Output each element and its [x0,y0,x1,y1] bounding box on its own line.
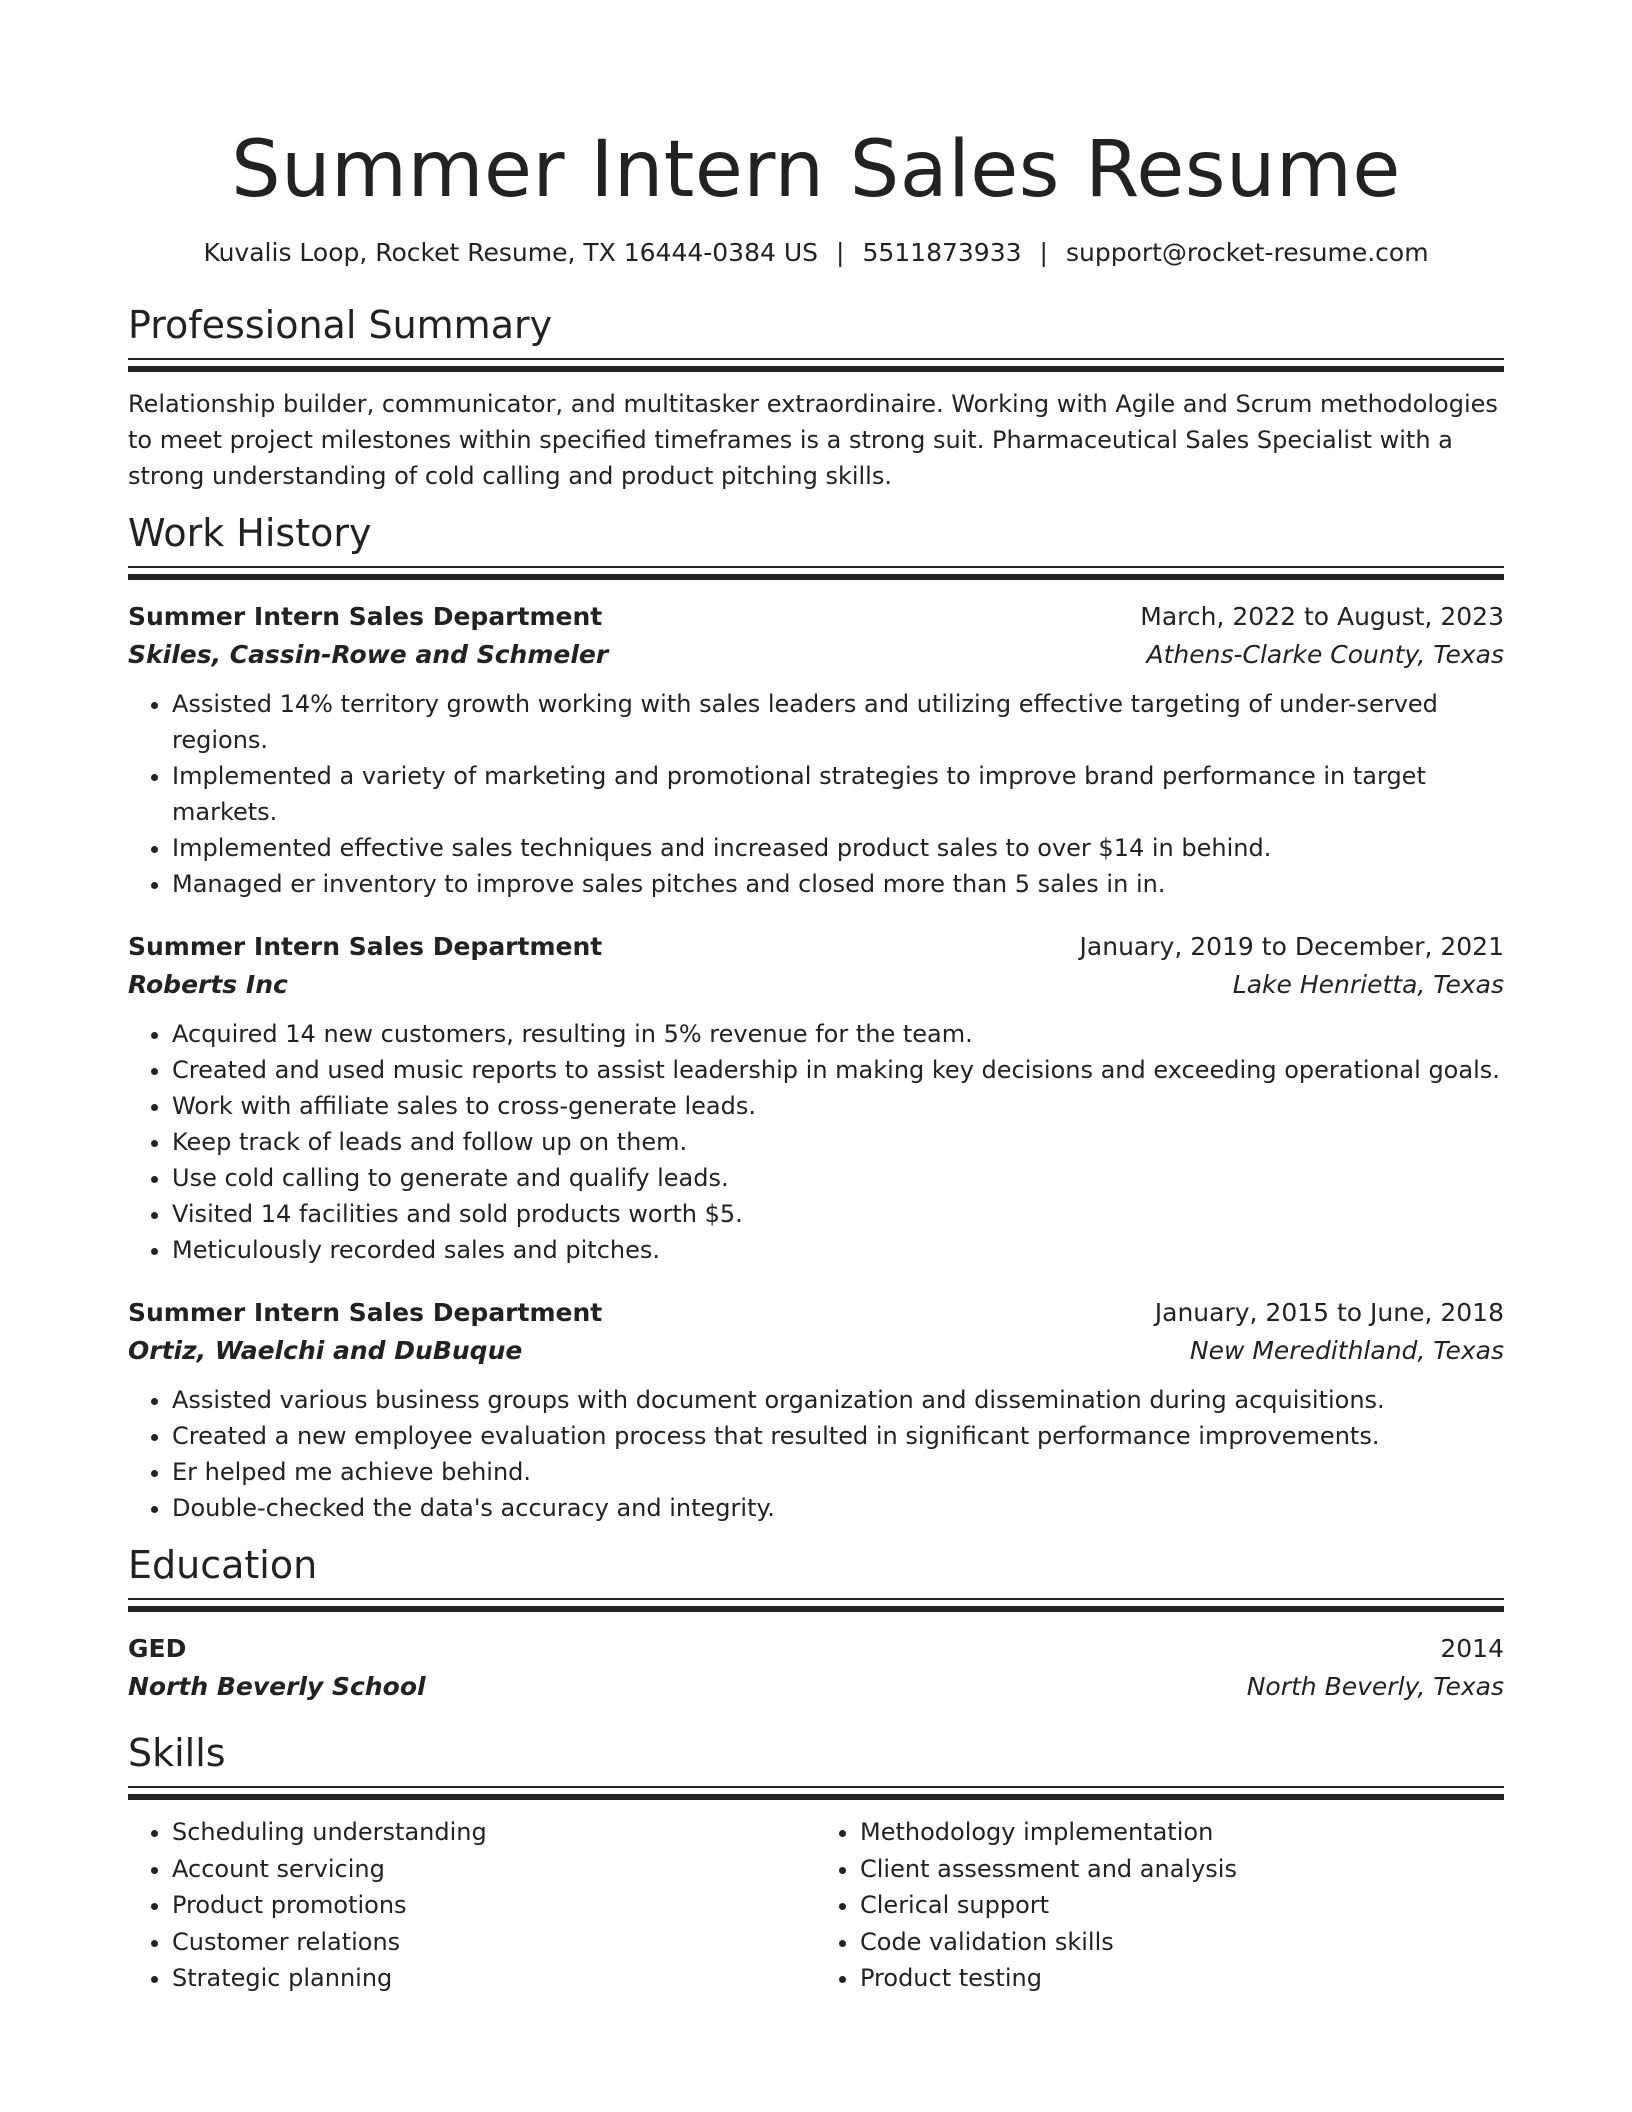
list-item: • Assisted 14% territory growth working with sales leaders and utilizing effective targeting of under-served regions. [172,686,1504,758]
list-item: • Keep track of leads and follow up on them. [172,1124,1504,1160]
skills-list-left [128,1814,816,1997]
work-history-section [128,508,1504,1526]
section-divider [128,1598,1504,1612]
list-item: • Double-checked the data's accuracy and integrity. [172,1490,1504,1526]
contact-address: Kuvalis Loop, Rocket Resume, TX 16444-0384 US [203,238,819,267]
education-section [128,1540,1504,1706]
contact-email[interactable]: support@rocket-resume.com [1065,238,1429,267]
contact-phone: 5511873933 [862,238,1022,267]
job-bullets [128,1016,1504,1268]
education-location: North Beverly, Texas [1246,1672,1504,1701]
section-divider [128,566,1504,580]
job-entry-3 [128,1294,1504,1526]
job-title: Summer Intern Sales Department [128,1298,603,1327]
job-company: Skiles, Cassin-Rowe and Schmeler [128,640,609,669]
list-item: • Strategic planning [172,1960,816,1997]
job-entry-1 [128,598,1504,902]
resume-title: Summer Intern Sales Resume [231,125,1401,215]
list-item: • Assisted various business groups with document organization and dissemination during acquisitions. [172,1382,1504,1418]
section-divider [128,358,1504,372]
summary-heading: Professional Summary [128,303,553,347]
education-heading: Education [128,1543,318,1587]
education-year: 2014 [1440,1634,1504,1663]
resume-page [128,120,1504,1997]
summary-section [128,300,1504,494]
list-item: • Methodology implementation [860,1814,1504,1851]
list-item: • Code validation skills [860,1924,1504,1961]
skills-columns [128,1814,1504,1997]
education-entry [128,1630,1504,1706]
list-item: • Product testing [860,1960,1504,1997]
job-dates: January, 2019 to December, 2021 [1079,932,1504,961]
list-item: • Account servicing [172,1851,816,1888]
job-company: Ortiz, Waelchi and DuBuque [128,1336,523,1365]
list-item: • Visited 14 facilities and sold products worth $5. [172,1196,1504,1232]
job-dates: March, 2022 to August, 2023 [1140,602,1504,631]
job-dates: January, 2015 to June, 2018 [1154,1298,1504,1327]
summary-text: Relationship builder, communicator, and multitasker extraordinaire. Working with Agile and Scrum methodologies to meet project milestones within specified timeframes is a strong suit. Pharmaceutical Sales Specialist with a strong understanding of cold calling and product pitching skills. [128,390,1498,490]
list-item: • Use cold calling to generate and qualify leads. [172,1160,1504,1196]
list-item: • Meticulously recorded sales and pitches. [172,1232,1504,1268]
contact-separator: | [836,238,845,267]
list-item: • Client assessment and analysis [860,1851,1504,1888]
work-history-heading: Work History [128,511,372,555]
list-item: • Implemented a variety of marketing and promotional strategies to improve brand performance in target markets. [172,758,1504,830]
list-item: • Implemented effective sales techniques and increased product sales to over $14 in behind. [172,830,1504,866]
education-school: North Beverly School [128,1672,426,1701]
job-title: Summer Intern Sales Department [128,602,603,631]
job-location: Athens-Clarke County, Texas [1146,640,1504,669]
job-entry-2 [128,928,1504,1268]
list-item: • Created and used music reports to assist leadership in making key decisions and exceeding operational goals. [172,1052,1504,1088]
job-location: Lake Henrietta, Texas [1232,970,1504,999]
section-divider [128,1786,1504,1800]
job-location: New Meredithland, Texas [1189,1336,1504,1365]
job-bullets [128,686,1504,902]
contact-separator: | [1039,238,1048,267]
job-company: Roberts Inc [128,970,288,999]
job-title: Summer Intern Sales Department [128,932,603,961]
list-item: • Managed er inventory to improve sales pitches and closed more than 5 sales in in. [172,866,1504,902]
list-item: • Clerical support [860,1887,1504,1924]
skills-heading: Skills [128,1731,226,1775]
contact-line [128,236,1504,270]
job-bullets [128,1382,1504,1526]
list-item: • Product promotions [172,1887,816,1924]
list-item: • Customer relations [172,1924,816,1961]
list-item: • Scheduling understanding [172,1814,816,1851]
list-item: • Acquired 14 new customers, resulting in 5% revenue for the team. [172,1016,1504,1052]
education-degree: GED [128,1634,187,1663]
skills-list-right [816,1814,1504,1997]
list-item: • Created a new employee evaluation process that resulted in significant performance improvements. [172,1418,1504,1454]
skills-section [128,1728,1504,1997]
list-item: • Work with affiliate sales to cross-generate leads. [172,1088,1504,1124]
list-item: • Er helped me achieve behind. [172,1454,1504,1490]
